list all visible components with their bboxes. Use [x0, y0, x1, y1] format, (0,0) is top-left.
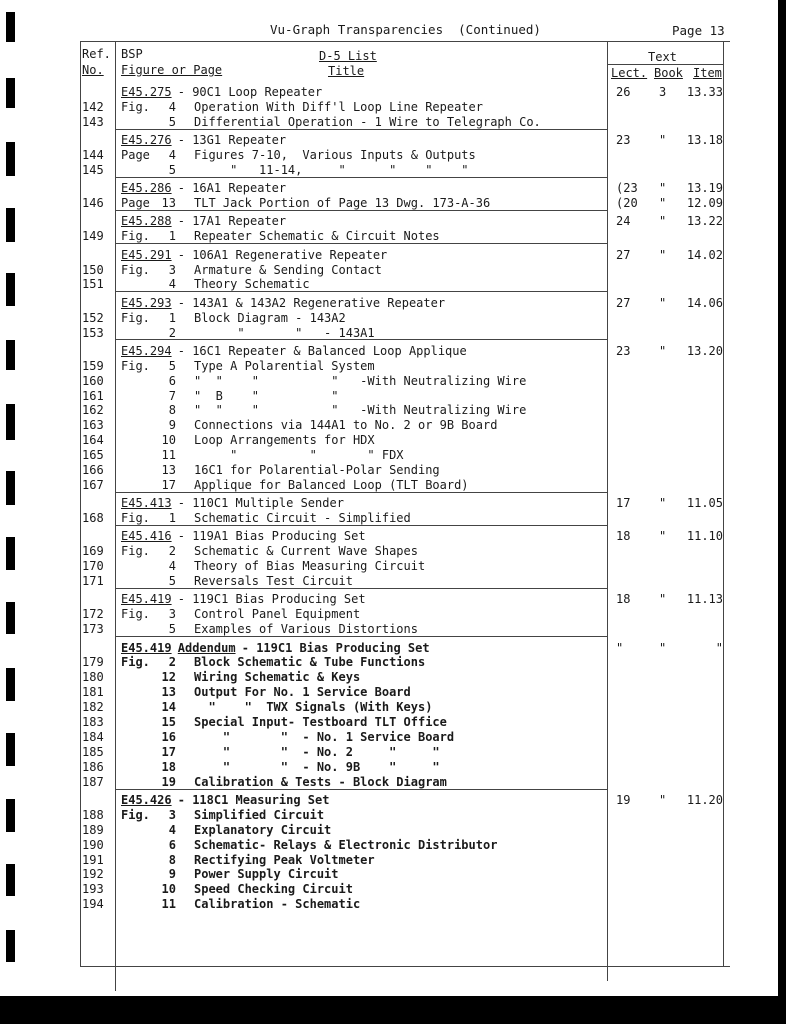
group-divider [115, 129, 607, 130]
group-divider [115, 588, 607, 589]
group-heading-row [0, 296, 786, 311]
ref-number: 146 [82, 196, 104, 211]
group-heading-row [0, 85, 786, 100]
lecture-number: 23 [616, 133, 631, 148]
table-row [0, 715, 786, 730]
ref-number: 161 [82, 388, 104, 403]
item-number: 13.22 [686, 214, 723, 229]
item-number: 14.02 [686, 247, 723, 262]
group-divider [115, 789, 607, 790]
col-ref-header-2: No. [82, 63, 104, 77]
ref-number: 142 [82, 99, 104, 114]
col-title-header: Title [328, 64, 365, 78]
figure-number: 4 [168, 822, 176, 837]
lecture-number: 23 [616, 343, 631, 358]
ref-number: 145 [82, 162, 104, 177]
table-row [0, 196, 786, 211]
entry-title: Differential Operation - 1 Wire to Telegraph Co. [194, 114, 541, 129]
book-number: " [659, 343, 667, 358]
group-heading: - 118C1 Measuring Set [177, 792, 330, 807]
lecture-number: 27 [616, 247, 631, 262]
entry-title: Rectifying Peak Voltmeter [194, 852, 375, 867]
table-row [0, 389, 786, 404]
figure-number: 8 [168, 852, 176, 867]
group-heading-row [0, 592, 786, 607]
group-heading: - 110C1 Multiple Sender [177, 496, 344, 511]
group-heading: - 17A1 Repeater [177, 214, 287, 229]
entry-title: Schematic & Current Wave Shapes [194, 544, 418, 559]
figure-number: 13 [161, 463, 176, 477]
text-group-rule [607, 64, 723, 65]
col-ref-header: Ref. [82, 47, 111, 61]
bsp-code: E45.426 [121, 792, 172, 807]
ref-number: 143 [82, 114, 104, 129]
lecture-number: 19 [616, 792, 631, 807]
entry-title: Wiring Schematic & Keys [194, 670, 361, 685]
figure-label: Fig. [121, 807, 150, 822]
col-item-header: Item [693, 66, 722, 80]
bsp-code: E45.416 [121, 529, 172, 544]
ref-number: 152 [82, 310, 104, 325]
lecture-number: 27 [616, 295, 631, 310]
book-number: " [659, 196, 667, 211]
entry-title: Special Input- Testboard TLT Office [194, 715, 447, 729]
figure-number: 9 [168, 867, 176, 882]
entry-title: Power Supply Circuit [194, 867, 339, 882]
ref-number: 179 [82, 655, 104, 670]
ref-number: 168 [82, 511, 104, 526]
figure-number: 4 [168, 559, 176, 574]
group-heading: - 119C1 Bias Producing Set [177, 592, 366, 607]
figure-number: 5 [168, 358, 176, 373]
figure-label: Fig. [121, 229, 150, 244]
scan-border-bottom [0, 996, 786, 1024]
entry-title: " " - No. 2 " " [194, 744, 440, 759]
ref-number: 188 [82, 807, 104, 822]
figure-number: 4 [168, 99, 176, 114]
figure-number: 3 [168, 807, 176, 822]
book-number: " [659, 247, 667, 262]
figure-number: 4 [168, 148, 176, 162]
figure-label: Page [121, 196, 150, 211]
entry-title: Figures 7-10, Various Inputs & Outputs [194, 148, 476, 162]
col-book-header: Book [654, 66, 683, 80]
group-heading-row [0, 133, 786, 148]
table-bottom-rule [80, 966, 730, 967]
entry-title: Type A Polarential System [194, 358, 375, 373]
bsp-code: E45.294 [121, 343, 172, 358]
table-row [0, 418, 786, 433]
ref-number: 170 [82, 559, 104, 574]
entry-title: Repeater Schematic & Circuit Notes [194, 229, 440, 244]
ref-number: 185 [82, 744, 104, 759]
bsp-code: E45.276 [121, 133, 172, 148]
table-row [0, 374, 786, 389]
figure-number: 3 [168, 607, 176, 622]
figure-number: 4 [168, 277, 176, 292]
figure-number: 5 [168, 574, 176, 589]
lecture-number: " [616, 640, 624, 655]
ref-number: 167 [82, 477, 104, 492]
figure-number: 5 [168, 622, 176, 637]
entry-title: " " " " -With Neutralizing Wire [194, 403, 527, 418]
entry-title: Output For No. 1 Service Board [194, 685, 411, 700]
ref-number: 183 [82, 715, 104, 729]
figure-label: Fig. [121, 310, 150, 325]
group-divider [115, 210, 607, 211]
table-row [0, 823, 786, 838]
group-heading-row [0, 496, 786, 511]
figure-number: 19 [161, 774, 176, 789]
bsp-code: E45.288 [121, 214, 172, 229]
table-row [0, 730, 786, 745]
figure-number: 14 [161, 700, 176, 715]
table-row [0, 478, 786, 493]
col-lect-header: Lect. [611, 66, 648, 80]
figure-number: 1 [168, 229, 176, 244]
ref-number: 165 [82, 448, 104, 463]
entry-title: Simplified Circuit [194, 807, 325, 822]
table-row [0, 511, 786, 526]
group-heading: - 16A1 Repeater [177, 181, 287, 196]
ref-number: 193 [82, 882, 104, 897]
table-row [0, 148, 786, 163]
group-heading-row [0, 214, 786, 229]
figure-label: Fig. [121, 607, 150, 622]
item-number: 12.09 [686, 196, 723, 211]
page-number: Page 13 [672, 23, 725, 38]
group-divider [115, 243, 607, 244]
item-number: 14.06 [686, 295, 723, 310]
ref-number: 164 [82, 433, 104, 448]
ref-number: 160 [82, 373, 104, 388]
entry-title: Calibration - Schematic [194, 897, 361, 912]
ref-number: 194 [82, 897, 104, 912]
table-row [0, 163, 786, 178]
entry-title: Control Panel Equipment [194, 607, 361, 622]
entry-title: " B " " [194, 388, 339, 403]
lecture-number: (20 [616, 196, 638, 211]
figure-label: Fig. [121, 544, 150, 559]
item-number: 13.18 [686, 133, 723, 148]
lecture-number: 24 [616, 214, 631, 229]
col-bsp-header: BSP [121, 47, 143, 61]
figure-number: 1 [168, 310, 176, 325]
entry-title: " 11-14, " " " " [194, 162, 469, 177]
book-number: " [659, 792, 667, 807]
group-divider [115, 525, 607, 526]
figure-number: 6 [168, 837, 176, 852]
table-row [0, 685, 786, 700]
addendum-label: Addendum [177, 640, 236, 655]
figure-number: 5 [168, 114, 176, 129]
table-row [0, 838, 786, 853]
ref-number: 190 [82, 837, 104, 852]
figure-number: 18 [161, 759, 176, 774]
figure-number: 17 [161, 744, 176, 759]
ref-number: 172 [82, 607, 104, 622]
figure-number: 15 [161, 715, 176, 729]
group-heading-row [0, 344, 786, 359]
ref-number: 189 [82, 822, 104, 837]
figure-label: Fig. [121, 511, 150, 526]
entry-title: Operation With Diff'l Loop Line Repeater [194, 99, 483, 114]
table-row [0, 544, 786, 559]
entry-title: Loop Arrangements for HDX [194, 433, 375, 448]
group-divider [115, 492, 607, 493]
entry-title: 16C1 for Polarential-Polar Sending [194, 463, 440, 477]
figure-number: 13 [161, 685, 176, 700]
group-heading-row [0, 793, 786, 808]
table-row [0, 897, 786, 912]
ref-number: 169 [82, 544, 104, 559]
ref-number: 151 [82, 277, 104, 292]
ref-number: 173 [82, 622, 104, 637]
entry-title: Applique for Balanced Loop (TLT Board) [194, 477, 469, 492]
table-row [0, 670, 786, 685]
group-heading: - 13G1 Repeater [177, 133, 287, 148]
table-row [0, 700, 786, 715]
figure-label: Fig. [121, 99, 150, 114]
table-row [0, 574, 786, 589]
figure-number: 1 [168, 511, 176, 526]
col-text-header: Text [648, 50, 677, 64]
table-row [0, 277, 786, 292]
table-row [0, 867, 786, 882]
book-number: " [659, 592, 667, 607]
page-title: Vu-Graph Transparencies (Continued) [270, 22, 541, 37]
table-row [0, 775, 786, 790]
ref-number: 186 [82, 759, 104, 774]
table-row [0, 100, 786, 115]
entry-title: " " - No. 1 Service Board [194, 729, 455, 744]
item-number: " [715, 640, 723, 655]
figure-number: 2 [168, 544, 176, 559]
book-number: " [659, 640, 667, 655]
table-row [0, 607, 786, 622]
ref-number: 171 [82, 574, 104, 589]
table-row [0, 463, 786, 478]
figure-label: Page [121, 148, 150, 162]
entry-title: Connections via 144A1 to No. 2 or 9B Board [194, 418, 498, 433]
table-row [0, 229, 786, 244]
table-row [0, 433, 786, 448]
book-number: " [659, 529, 667, 544]
item-number: 13.33 [686, 85, 723, 99]
entry-title: Theory of Bias Measuring Circuit [194, 559, 426, 574]
list-name: D-5 List [319, 49, 377, 63]
table-row [0, 882, 786, 897]
ref-number: 144 [82, 148, 104, 162]
ref-number: 184 [82, 729, 104, 744]
binding-mark [6, 930, 15, 962]
bsp-code: E45.286 [121, 181, 172, 196]
figure-number: 11 [161, 448, 176, 463]
table-row [0, 622, 786, 637]
figure-number: 2 [168, 325, 176, 340]
table-row [0, 448, 786, 463]
entry-title: Theory Schematic [194, 277, 310, 292]
group-heading: - 90C1 Loop Repeater [177, 85, 323, 99]
figure-number: 8 [168, 403, 176, 418]
group-divider [115, 177, 607, 178]
ref-number: 187 [82, 774, 104, 789]
table-row [0, 403, 786, 418]
ref-number: 153 [82, 325, 104, 340]
table-row [0, 745, 786, 760]
table-row [0, 853, 786, 868]
bsp-code: E45.419 [121, 592, 172, 607]
table-row [0, 115, 786, 130]
ref-number: 191 [82, 852, 104, 867]
table-row [0, 326, 786, 341]
entry-title: " " " FDX [194, 448, 404, 463]
entry-title: " " - 143A1 [194, 325, 375, 340]
table-row [0, 559, 786, 574]
item-number: 13.20 [686, 343, 723, 358]
ref-number: 166 [82, 463, 104, 477]
group-divider [115, 291, 607, 292]
entry-title: Block Diagram - 143A2 [194, 310, 346, 325]
table-row [0, 311, 786, 326]
book-number: " [659, 295, 667, 310]
entry-title: " " " " -With Neutralizing Wire [194, 373, 527, 388]
book-number: " [659, 181, 667, 196]
figure-number: 12 [161, 670, 176, 685]
group-heading-row [0, 641, 786, 656]
book-number: " [659, 214, 667, 229]
table-row [0, 263, 786, 278]
group-divider [115, 339, 607, 340]
group-heading: - 106A1 Regenerative Repeater [177, 247, 388, 262]
group-heading-row [0, 248, 786, 263]
entry-title: Examples of Various Distortions [194, 622, 418, 637]
table-row [0, 359, 786, 374]
book-number: " [659, 133, 667, 148]
ref-number: 180 [82, 670, 104, 685]
book-number: 3 [659, 85, 667, 99]
figure-number: 16 [161, 729, 176, 744]
figure-number: 7 [168, 388, 176, 403]
table-top-rule [80, 41, 730, 42]
figure-number: 10 [161, 433, 176, 448]
figure-number: 5 [168, 162, 176, 177]
table-row [0, 655, 786, 670]
group-divider [115, 636, 607, 637]
figure-number: 10 [161, 882, 176, 897]
group-heading: - 16C1 Repeater & Balanced Loop Applique [177, 343, 467, 358]
group-heading: - 119C1 Bias Producing Set [241, 640, 430, 655]
figure-number: 17 [161, 477, 176, 492]
entry-title: TLT Jack Portion of Page 13 Dwg. 173-A-36 [194, 196, 491, 211]
group-heading: - 143A1 & 143A2 Regenerative Repeater [177, 295, 446, 310]
figure-number: 11 [161, 897, 176, 912]
figure-number: 13 [161, 196, 176, 211]
entry-title: Armature & Sending Contact [194, 262, 382, 277]
lecture-number: (23 [616, 181, 638, 196]
table-row [0, 808, 786, 823]
group-heading-row [0, 529, 786, 544]
ref-number: 149 [82, 229, 104, 244]
ref-number: 163 [82, 418, 104, 433]
ref-number: 159 [82, 358, 104, 373]
bsp-code: E45.419 [121, 640, 172, 655]
entry-title: Block Schematic & Tube Functions [194, 655, 426, 670]
ref-number: 150 [82, 262, 104, 277]
bsp-code: E45.291 [121, 247, 172, 262]
item-number: 11.10 [686, 529, 723, 544]
group-heading: - 119A1 Bias Producing Set [177, 529, 366, 544]
ref-number: 162 [82, 403, 104, 418]
figure-label: Fig. [121, 262, 150, 277]
figure-number: 9 [168, 418, 176, 433]
entry-title: " " - No. 9B " " [194, 759, 440, 774]
table-row [0, 760, 786, 775]
entry-title: Schematic- Relays & Electronic Distributor [194, 837, 498, 852]
lecture-number: 18 [616, 529, 631, 544]
figure-number: 6 [168, 373, 176, 388]
figure-number: 2 [168, 655, 176, 670]
entry-title: Reversals Test Circuit [194, 574, 353, 589]
entry-title: Explanatory Circuit [194, 822, 332, 837]
lecture-number: 18 [616, 592, 631, 607]
group-heading-row [0, 181, 786, 196]
item-number: 11.20 [686, 792, 723, 807]
col-figure-header: Figure or Page [121, 63, 223, 77]
bsp-code: E45.413 [121, 496, 172, 511]
ref-number: 182 [82, 700, 104, 715]
bsp-code: E45.293 [121, 295, 172, 310]
entry-title: Calibration & Tests - Block Diagram [194, 774, 447, 789]
item-number: 13.19 [686, 181, 723, 196]
lecture-number: 17 [616, 496, 631, 511]
book-number: " [659, 496, 667, 511]
entry-title: Schematic Circuit - Simplified [194, 511, 411, 526]
entry-title: Speed Checking Circuit [194, 882, 353, 897]
figure-number: 3 [168, 262, 176, 277]
ref-number: 181 [82, 685, 104, 700]
bsp-code: E45.275 [121, 85, 172, 99]
figure-label: Fig. [121, 655, 150, 670]
binding-mark [6, 12, 15, 42]
item-number: 11.13 [686, 592, 723, 607]
figure-label: Fig. [121, 358, 150, 373]
entry-title: " " TWX Signals (With Keys) [194, 700, 433, 715]
lecture-number: 26 [616, 85, 631, 99]
item-number: 11.05 [686, 496, 723, 511]
ref-number: 192 [82, 867, 104, 882]
